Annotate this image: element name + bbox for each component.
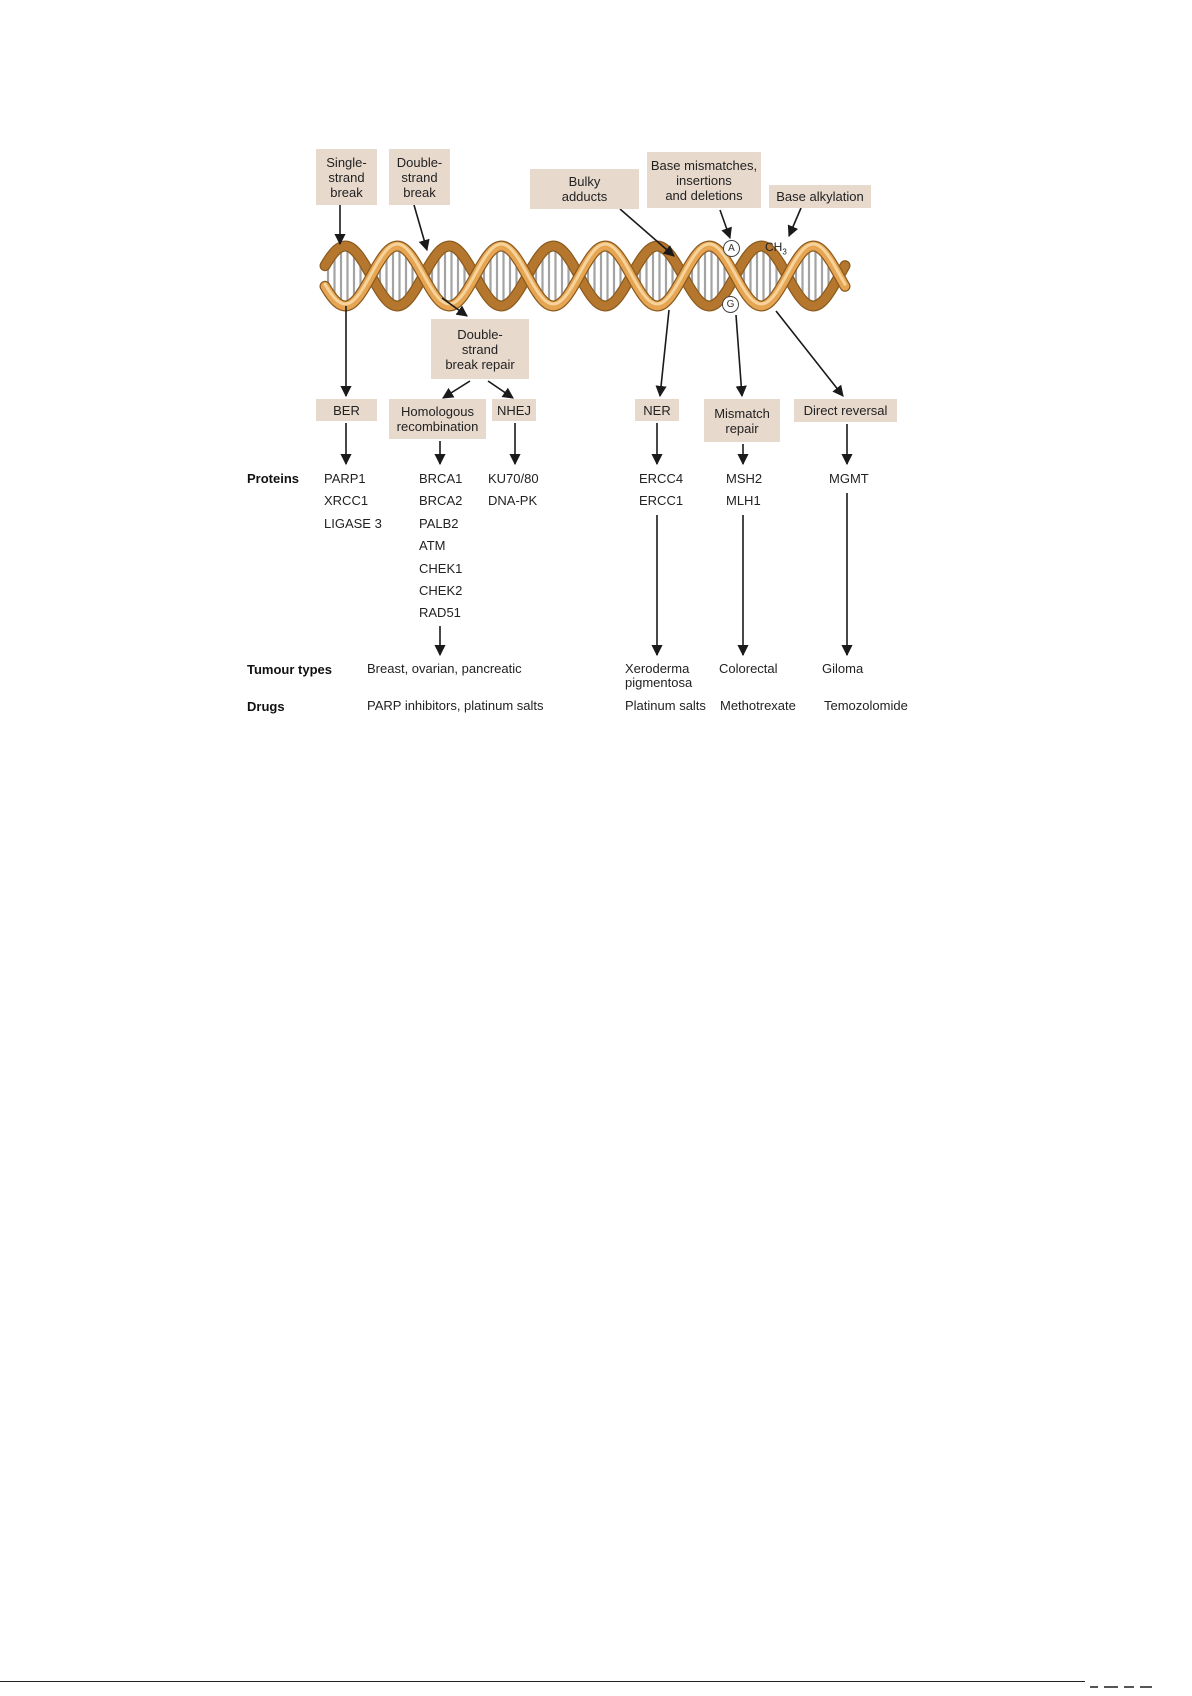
protein-item: XRCC1 (324, 493, 369, 509)
protein-item: ERCC1 (639, 493, 684, 509)
protein-item: MLH1 (726, 493, 761, 509)
protein-item: RAD51 (419, 605, 461, 621)
hr-protein-list (419, 471, 462, 628)
double-strand-break-repair-label: Double- strand break repair (445, 326, 515, 372)
direct-reversal-box (794, 399, 897, 422)
protein-item: MGMT (829, 471, 869, 486)
base-alkylation-label: Base alkylation (776, 189, 864, 204)
protein-item: LIGASE 3 (324, 515, 382, 531)
protein-item: CHEK1 (419, 560, 463, 576)
protein-item: MSH2 (726, 471, 763, 486)
drug-hr: PARP inhibitors, platinum salts (367, 698, 544, 713)
direct-protein-list (829, 471, 869, 493)
drug-mmr: Methotrexate (720, 698, 796, 713)
nhej-label: NHEJ (497, 402, 531, 418)
double-strand-break-box (389, 149, 450, 205)
arrow-dsbr-to-nhej (488, 381, 513, 398)
single-strand-break-box (316, 149, 377, 205)
ner-protein-list (639, 471, 683, 516)
drug-direct: Temozolomide (824, 698, 908, 713)
protein-item: CHEK2 (419, 582, 463, 598)
tumour-mmr: Colorectal (719, 661, 778, 676)
tumour-direct: Giloma (822, 661, 864, 676)
base-mismatches-box (647, 152, 761, 208)
arrow-helix-to-ner (660, 310, 669, 396)
bulky-adducts-label: Bulky adducts (561, 174, 608, 204)
double-strand-break-label: Double- strand break (396, 154, 443, 200)
arrow-helix-to-direct (776, 311, 843, 396)
homologous-recombination-box (389, 399, 486, 439)
protein-item: DNA-PK (488, 493, 538, 509)
protein-item: BRCA2 (419, 493, 463, 509)
mismatch-repair-box (704, 399, 780, 442)
protein-item: KU70/80 (488, 471, 539, 486)
arrow-mismatch-to-helix (720, 210, 730, 238)
homologous-recombination-label: Homologous recombination (396, 404, 479, 434)
nhej-protein-list (488, 471, 539, 516)
methyl-group-label (765, 226, 787, 259)
tumour-hr: Breast, ovarian, pancreatic (367, 661, 522, 676)
ch3-text: CH (765, 240, 783, 254)
protein-item: ERCC4 (639, 471, 684, 486)
mismatch-repair-label: Mismatch repair (714, 405, 770, 436)
protein-item: PALB2 (419, 515, 459, 531)
protein-item: ATM (419, 538, 446, 554)
ch3-subscript: 3 (782, 247, 787, 257)
bulky-adducts-box (530, 169, 639, 209)
proteins-row-label: Proteins (247, 471, 300, 486)
tumour-ner: Xeroderma pigmentosa (625, 661, 693, 690)
ner-label: NER (643, 402, 671, 418)
base-alkylation-box (769, 185, 871, 208)
nhej-box (492, 399, 536, 421)
double-strand-break-repair-box (431, 319, 529, 379)
protein-item: BRCA1 (419, 471, 463, 486)
base-g-marker: G (722, 296, 739, 313)
arrow-dsbr-to-hr (443, 381, 470, 398)
arrow-dsb-to-helix (414, 205, 427, 250)
page-footer-mark (1090, 1678, 1190, 1682)
arrow-alkylation-to-helix (789, 208, 801, 236)
mmr-protein-list (726, 471, 762, 516)
drug-ner: Platinum salts (625, 698, 706, 713)
base-mismatches-label: Base mismatches, insertions and deletions (650, 157, 758, 203)
tumour-types-row-label: Tumour types (247, 662, 332, 677)
page-footer-rule (0, 1681, 1085, 1682)
arrow-helix-to-mmr (736, 315, 742, 396)
single-strand-break-label: Single- strand break (326, 154, 367, 200)
protein-item: PARP1 (324, 471, 366, 486)
ber-protein-list (324, 471, 382, 538)
direct-reversal-label: Direct reversal (803, 403, 888, 418)
base-a-marker: A (723, 240, 740, 257)
drugs-row-label: Drugs (247, 699, 285, 714)
ber-box (316, 399, 377, 421)
ner-box (635, 399, 679, 421)
ber-label: BER (333, 402, 360, 418)
